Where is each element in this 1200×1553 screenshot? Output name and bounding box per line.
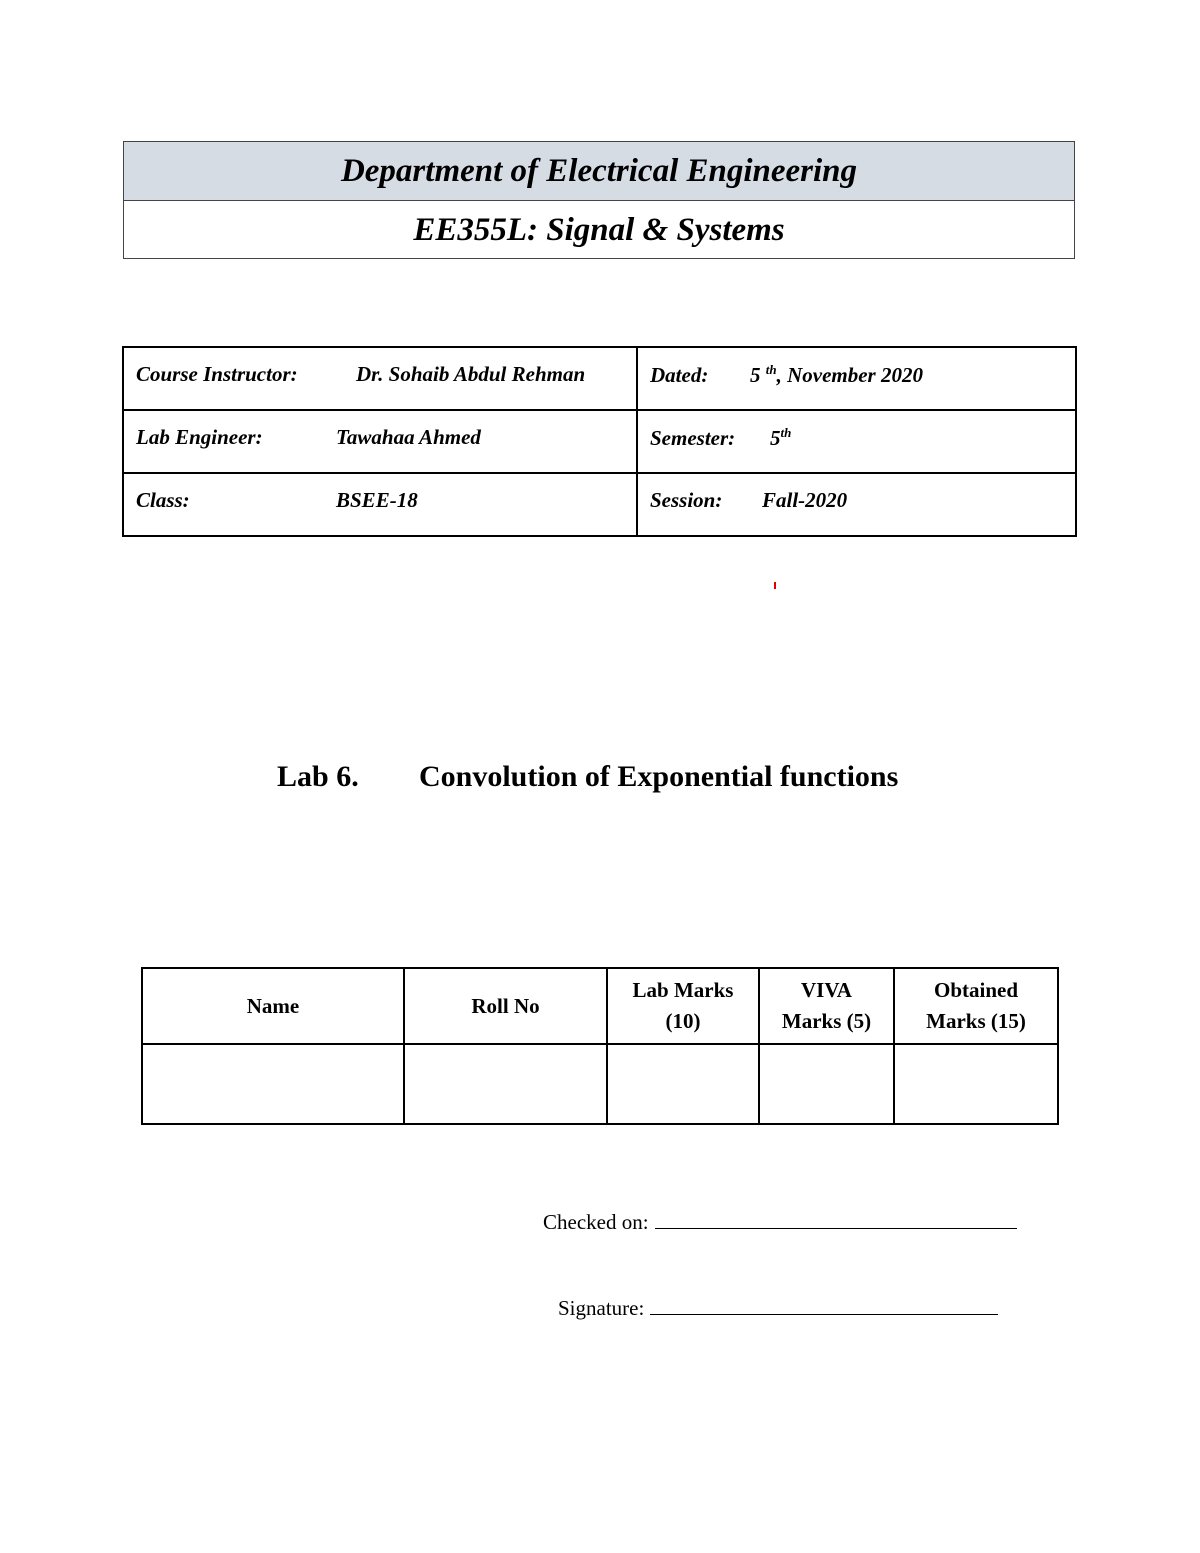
dated-value: 5 $^{th}$, November 2020	[750, 361, 923, 387]
course-title: EE355L: Signal & Systems	[413, 212, 785, 248]
viva-marks-entry-cell[interactable]	[759, 1044, 894, 1124]
name-entry-cell[interactable]	[142, 1044, 404, 1124]
red-tick-mark	[774, 582, 776, 589]
marks-header-lab: Lab Marks (10)	[607, 968, 759, 1044]
course-info-table	[122, 346, 1077, 537]
dated-cell	[637, 347, 1076, 410]
instructor-value: Dr. Sohaib Abdul Rehman	[356, 362, 586, 386]
dated-label: Dated:	[650, 362, 709, 387]
session-cell	[637, 473, 1076, 536]
class-cell	[123, 473, 637, 536]
semester-value: 5th	[770, 424, 792, 450]
header-box	[123, 141, 1075, 259]
marks-entry-row	[142, 1044, 1058, 1124]
info-row	[123, 410, 1076, 473]
lab-heading	[277, 760, 898, 794]
checked-on-blank[interactable]	[655, 1227, 1017, 1229]
semester-label: Semester:	[650, 425, 736, 450]
marks-header-roll: Roll No	[404, 968, 607, 1044]
lab-number: Lab 6.	[277, 760, 359, 793]
signature-line	[558, 1296, 998, 1321]
session-label: Session:	[650, 488, 723, 512]
signature-blank[interactable]	[650, 1313, 998, 1315]
marks-header-row	[142, 968, 1058, 1044]
lab-title: Convolution of Exponential functions	[419, 760, 899, 793]
instructor-label: Course Instructor:	[136, 362, 298, 386]
instructor-cell	[123, 347, 637, 410]
class-value: BSEE-18	[336, 488, 418, 512]
marks-header-viva: VIVA Marks (5)	[759, 968, 894, 1044]
obtained-marks-entry-cell[interactable]	[894, 1044, 1058, 1124]
semester-cell	[637, 410, 1076, 473]
engineer-cell	[123, 410, 637, 473]
marks-header-name: Name	[142, 968, 404, 1044]
marks-header-obtained: Obtained Marks (15)	[894, 968, 1058, 1044]
lab-marks-entry-cell[interactable]	[607, 1044, 759, 1124]
engineer-label: Lab Engineer:	[136, 425, 263, 449]
info-row	[123, 473, 1076, 536]
checked-on-label: Checked on:	[543, 1210, 649, 1234]
engineer-value: Tawahaa Ahmed	[336, 425, 481, 449]
marks-table	[141, 967, 1059, 1125]
info-row	[123, 347, 1076, 410]
checked-on-line	[543, 1210, 1017, 1235]
signature-label: Signature:	[558, 1296, 645, 1320]
department-title: Department of Electrical Engineering	[124, 142, 1074, 201]
class-label: Class:	[136, 488, 190, 512]
roll-entry-cell[interactable]	[404, 1044, 607, 1124]
session-value: Fall-2020	[762, 488, 848, 512]
